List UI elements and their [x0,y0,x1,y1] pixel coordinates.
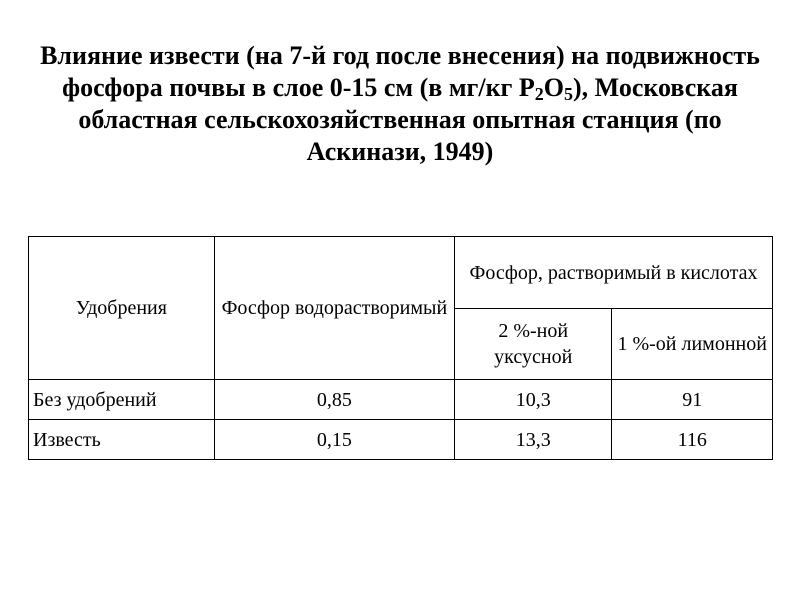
slide-title [40,40,760,168]
table-row [29,380,773,420]
cell-acetic: 10,3 [455,380,612,420]
phosphorus-table [28,236,773,460]
header-fertilizer: Удобрения [29,237,215,380]
title-subscript-2: 5 [563,84,573,104]
header-water-soluble: Фосфор водорастворимый [214,237,454,380]
cell-fertilizer: Без удобрений [29,380,215,420]
header-row-1 [29,237,773,309]
title-subscript-1: 2 [534,84,544,104]
header-citric: 1 %-ой лимонной [612,309,773,380]
title-part-3: ), Московская областная сельскохозяйственная опытная станция (по Аскинази, 1949) [78,73,738,166]
header-acetic: 2 %-ной уксусной [455,309,612,380]
cell-citric: 91 [612,380,773,420]
title-part-2: O [543,73,564,102]
cell-citric: 116 [612,420,773,460]
header-acid-soluble: Фосфор, растворимый в кислотах [455,237,773,309]
table-row [29,420,773,460]
cell-water-soluble: 0,85 [214,380,454,420]
cell-fertilizer: Известь [29,420,215,460]
title-part-1: Влияние извести (на 7-й год после внесения) на подвижность фосфора почвы в слое 0-15 см (в мг/кг P [40,41,760,102]
cell-acetic: 13,3 [455,420,612,460]
cell-water-soluble: 0,15 [214,420,454,460]
